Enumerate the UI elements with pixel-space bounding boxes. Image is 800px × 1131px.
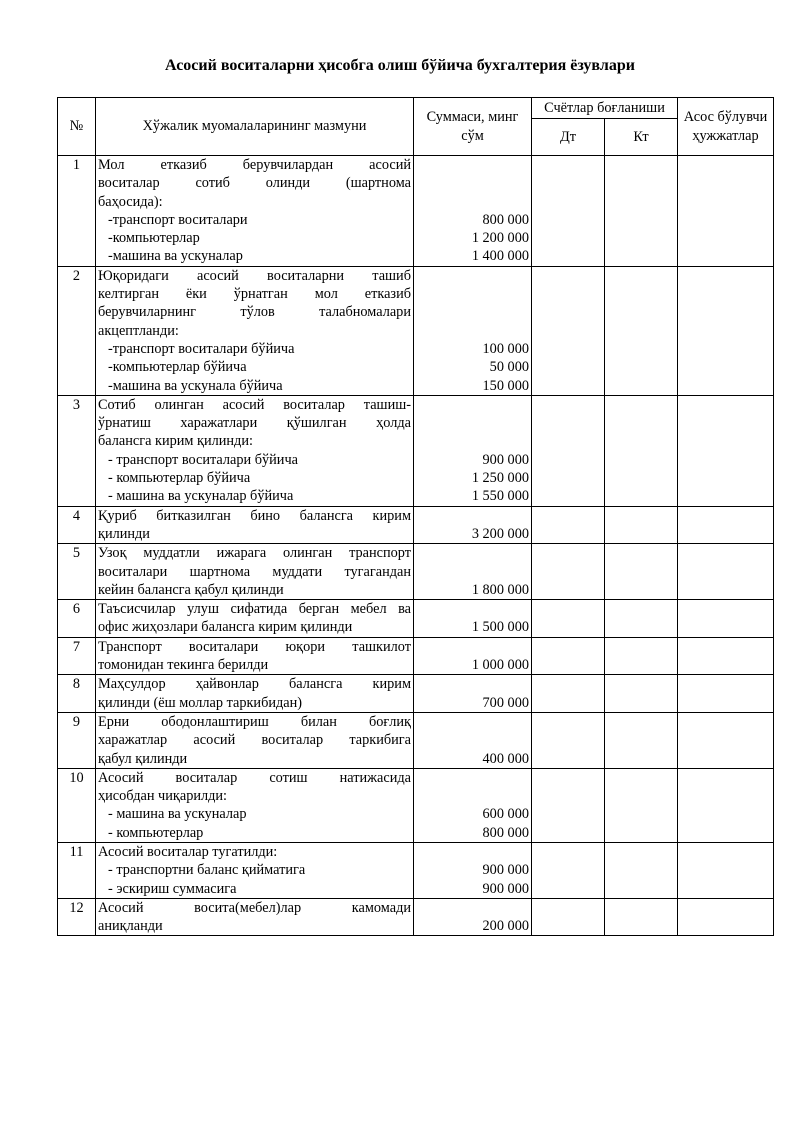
description-item: -транспорт воситалари бўйича: [108, 340, 295, 357]
description-line: Қуриб битказилган бино балансга кирим: [98, 507, 411, 524]
description-line: ўрнатиш харажатлари қўшилган ҳолда: [98, 415, 411, 432]
document-cell: [678, 156, 774, 267]
sum-value: 900 000: [482, 862, 529, 879]
debit-cell: [532, 675, 605, 713]
header-credit: Кт: [605, 119, 678, 156]
debit-cell: [532, 266, 605, 395]
table-row: [58, 898, 774, 936]
table-row: [58, 600, 774, 638]
header-documents: Асос бўлувчи ҳужжатлар: [678, 98, 774, 156]
row-description: [96, 768, 414, 842]
sum-value: 1 250 000: [471, 470, 529, 487]
description-item: -транспорт воситалари: [108, 211, 248, 228]
table-row: [58, 156, 774, 267]
credit-cell: [605, 842, 678, 898]
row-number: 1: [58, 156, 96, 267]
description-line: Мол етказиб берувчилардан асосий: [98, 157, 411, 173]
row-sum: [414, 266, 532, 395]
document-cell: [678, 712, 774, 768]
sum-value: 50 000: [489, 359, 529, 376]
row-number: 9: [58, 712, 96, 768]
table-row: [58, 266, 774, 395]
row-sum: [414, 675, 532, 713]
sum-value: 1 000 000: [471, 657, 529, 674]
table-row: [58, 544, 774, 600]
debit-cell: [532, 712, 605, 768]
description-line: келтирган ёки ўрнатган мол етказиб: [98, 286, 411, 303]
document-cell: [678, 842, 774, 898]
debit-cell: [532, 842, 605, 898]
sum-value: 1 800 000: [471, 581, 529, 598]
row-description: [96, 266, 414, 395]
credit-cell: [605, 266, 678, 395]
row-description: [96, 898, 414, 936]
credit-cell: [605, 637, 678, 675]
row-number: 5: [58, 544, 96, 600]
sum-value: 400 000: [482, 750, 529, 767]
document-cell: [678, 506, 774, 544]
row-description: [96, 600, 414, 638]
debit-cell: [532, 600, 605, 638]
header-description: Хўжалик муомалаларининг мазмуни: [96, 98, 414, 156]
description-item: - компьютерлар: [108, 824, 204, 841]
table-row: [58, 637, 774, 675]
description-item: -машина ва ускунала бўйича: [108, 377, 283, 394]
debit-cell: [532, 544, 605, 600]
document-cell: [678, 395, 774, 506]
debit-cell: [532, 768, 605, 842]
row-sum: [414, 600, 532, 638]
description-line: берувчиларнинг тўлов талабномалари: [98, 304, 411, 321]
row-sum: [414, 898, 532, 936]
sum-value: 1 200 000: [471, 230, 529, 247]
row-description: [96, 156, 414, 267]
sum-value: 900 000: [482, 880, 529, 897]
row-number: 11: [58, 842, 96, 898]
document-cell: [678, 675, 774, 713]
table-row: [58, 506, 774, 544]
sum-value: 150 000: [482, 377, 529, 394]
sum-value: 1 550 000: [471, 488, 529, 505]
sum-value: 800 000: [482, 211, 529, 228]
row-description: [96, 506, 414, 544]
row-sum: [414, 544, 532, 600]
credit-cell: [605, 898, 678, 936]
description-line: Транспорт воситалари юқори ташкилот: [98, 638, 411, 655]
description-line: Юқоридаги асосий воситаларни ташиб: [98, 267, 411, 284]
description-line: Сотиб олинган асосий воситалар ташиш-: [98, 396, 411, 413]
description-line: қабул қилинди: [98, 750, 188, 767]
description-line: баҳосида):: [98, 193, 163, 210]
description-item: -компьютерлар бўйича: [108, 359, 247, 376]
header-sum: Суммаси, минг сўм: [414, 98, 532, 156]
description-item: - эскириш суммасига: [108, 880, 237, 897]
row-number: 12: [58, 898, 96, 936]
description-line: воситалари шартнома муддати тугагандан: [98, 563, 411, 580]
description-line: харажатлар асосий воситалар таркибига: [98, 732, 411, 749]
description-line: қилинди (ёш моллар таркибидан): [98, 694, 303, 711]
row-sum: [414, 842, 532, 898]
description-line: Таъсисчилар улуш сифатида берган мебел ва: [98, 601, 411, 618]
description-line: балансга кирим қилинди:: [98, 433, 253, 450]
sum-value: 800 000: [482, 824, 529, 841]
row-sum: [414, 712, 532, 768]
debit-cell: [532, 395, 605, 506]
table-row: [58, 712, 774, 768]
sum-value: 3 200 000: [471, 525, 529, 542]
description-line: Асосий воситалар сотиш натижасида: [98, 769, 411, 786]
description-line: офис жиҳозлари балансга кирим қилинди: [98, 619, 353, 636]
document-cell: [678, 637, 774, 675]
credit-cell: [605, 712, 678, 768]
sum-value: 1 500 000: [471, 619, 529, 636]
description-item: - компьютерлар бўйича: [108, 470, 251, 487]
debit-cell: [532, 898, 605, 936]
description-line: Узоқ муддатли ижарага олинган транспорт: [98, 545, 411, 562]
row-number: 2: [58, 266, 96, 395]
row-number: 10: [58, 768, 96, 842]
row-number: 6: [58, 600, 96, 638]
description-line: томонидан текинга берилди: [98, 657, 269, 674]
table-row: [58, 768, 774, 842]
sum-value: 1 400 000: [471, 248, 529, 265]
page-title: Асосий воситаларни ҳисобга олиш бўйича бухгалтерия ёзувлари: [165, 57, 635, 74]
row-description: [96, 544, 414, 600]
description-line: воситалар сотиб олинди (шартнома: [98, 175, 411, 192]
document-cell: [678, 768, 774, 842]
description-line: аниқланди: [98, 918, 163, 935]
description-item: - транспортни баланс қийматига: [108, 862, 306, 879]
sum-value: 100 000: [482, 340, 529, 357]
row-number: 7: [58, 637, 96, 675]
description-line: акцептланди:: [98, 322, 179, 339]
sum-value: 600 000: [482, 806, 529, 823]
debit-cell: [532, 637, 605, 675]
row-sum: [414, 637, 532, 675]
row-number: 8: [58, 675, 96, 713]
document-cell: [678, 266, 774, 395]
row-description: [96, 395, 414, 506]
ledger-body: [58, 156, 774, 936]
description-item: - машина ва ускуналар: [108, 806, 247, 823]
description-line: Маҳсулдор ҳайвонлар балансга кирим: [98, 676, 411, 693]
document-cell: [678, 898, 774, 936]
ledger-table: [57, 97, 774, 936]
sum-value: 700 000: [482, 694, 529, 711]
row-description: [96, 842, 414, 898]
description-item: -компьютерлар: [108, 230, 200, 247]
description-item: - машина ва ускуналар бўйича: [108, 488, 294, 505]
document-cell: [678, 600, 774, 638]
description-line: кейин балансга қабул қилинди: [98, 581, 284, 598]
debit-cell: [532, 506, 605, 544]
row-sum: [414, 395, 532, 506]
description-line: қилинди: [98, 525, 150, 542]
description-line: Ерни ободонлаштириш билан боғлиқ: [98, 713, 411, 730]
table-row: [58, 842, 774, 898]
row-sum: [414, 768, 532, 842]
credit-cell: [605, 506, 678, 544]
credit-cell: [605, 768, 678, 842]
table-row: [58, 395, 774, 506]
credit-cell: [605, 600, 678, 638]
table-row: [58, 675, 774, 713]
row-number: 3: [58, 395, 96, 506]
header-accounts: Счётлар боғланиши: [532, 98, 678, 119]
row-description: [96, 675, 414, 713]
description-item: -машина ва ускуналар: [108, 248, 243, 265]
header-debit: Дт: [532, 119, 605, 156]
description-line: ҳисобдан чиқарилди:: [98, 788, 228, 805]
description-line: Асосий воситалар тугатилди:: [98, 843, 278, 860]
row-sum: [414, 506, 532, 544]
row-description: [96, 637, 414, 675]
header-number: №: [58, 98, 96, 156]
document-cell: [678, 544, 774, 600]
description-item: - транспорт воситалари бўйича: [108, 451, 298, 468]
sum-value: 200 000: [482, 918, 529, 935]
credit-cell: [605, 156, 678, 267]
description-line: Асосий восита(мебел)лар камомади: [98, 899, 411, 916]
credit-cell: [605, 675, 678, 713]
credit-cell: [605, 395, 678, 506]
row-description: [96, 712, 414, 768]
debit-cell: [532, 156, 605, 267]
row-number: 4: [58, 506, 96, 544]
row-sum: [414, 156, 532, 267]
sum-value: 900 000: [482, 451, 529, 468]
credit-cell: [605, 544, 678, 600]
